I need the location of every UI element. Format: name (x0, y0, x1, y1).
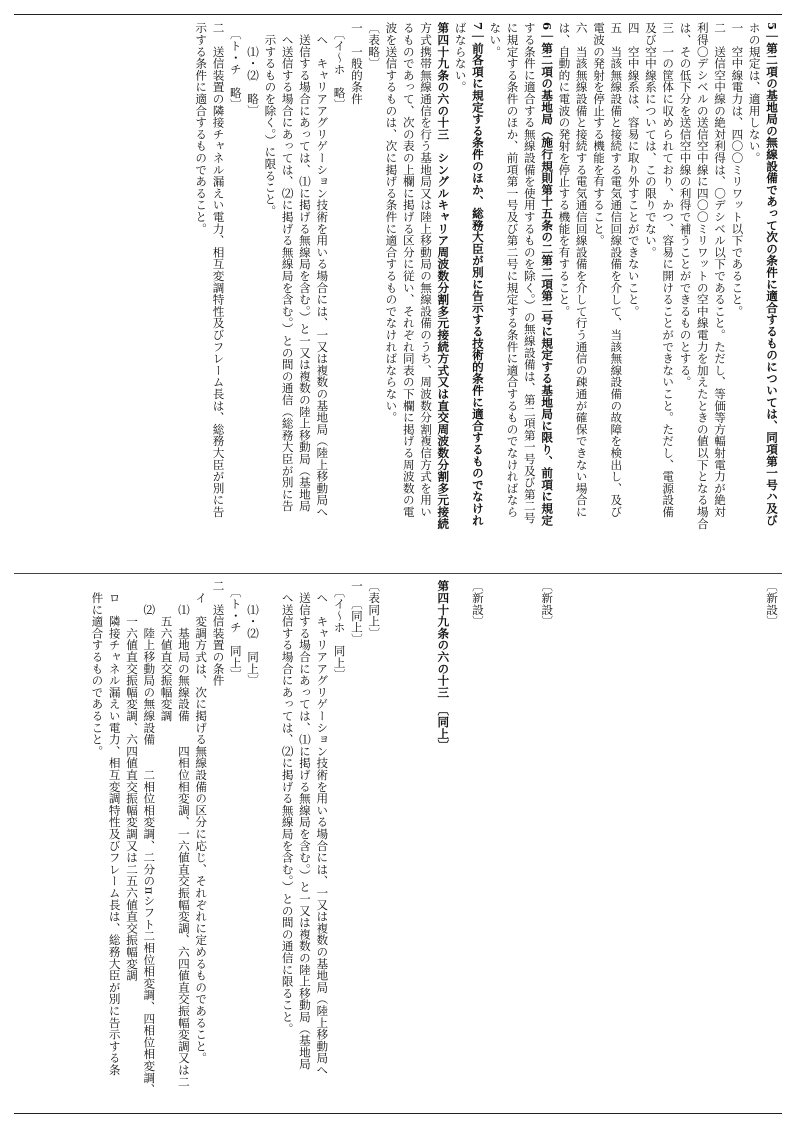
text-line: 〔新設〕 (540, 580, 555, 628)
text-line: 〔表同上〕 (367, 580, 382, 639)
text-line: へ送信する場合にあっては、⑵に掲げる無線局を含む。）との間の通信（総務大臣が別に告 (280, 22, 295, 512)
text-line: 件に適合するものであること。 (90, 580, 105, 757)
text-line (382, 580, 399, 1105)
text-line: ヘ キャリアアグリゲーション技術を用いる場合には、一又は複数の基地局（陸上移動局へ (315, 580, 330, 1076)
text-line: 二 送信空中線の絶対利得は、〇デシベル以下であること。ただし、等価等方輻射電力が絶対 (713, 22, 728, 518)
text-line: に規定する条件のほか、前項第一号及び第二号に規定する条件に適合するものでなければなら (505, 22, 520, 518)
text-line (607, 580, 624, 1105)
text-line: 〔新設〕 (765, 580, 779, 628)
text-line: 第四十九条の六の十三 シングルキャリア周波数分割多元接続方式又は直交周波数分割多元接続 (436, 22, 451, 530)
text-line (399, 580, 416, 1105)
section-divider (14, 573, 782, 574)
text-line: ない。 (488, 22, 503, 58)
text-line: ロ 隣接チャネル漏えい電力、相互変調特性及びフレーム長は、総務大臣が別に告示する条 (107, 580, 122, 1076)
text-line: 〔表略〕 (367, 22, 382, 70)
text-line (261, 580, 278, 1105)
text-line: は、その低下分を送信空中線の利得で補うことができるものとする。 (678, 22, 693, 388)
text-line: 三 一の筐体に収められており、かつ、容易に開けることができないこと。ただし、電源設備 (661, 22, 676, 518)
text-line (711, 580, 728, 1105)
revised-text-section (20, 22, 780, 567)
text-line: 示する条件に適合するものであること。 (194, 22, 209, 235)
text-line: 5｜第二項の基地局の無線設備であって次の条件に適合するものについては、同項第一号ハ及び (765, 22, 779, 526)
text-line: 〔イ～ホ 略〕 (332, 22, 347, 111)
text-line: ホの規定は、適用しない。 (747, 22, 762, 164)
current-text-column (88, 580, 780, 1105)
text-line: 六 当該無線設備と接続する電気通信回線設備を介して行う通信の疎通が確保できない場合に (574, 22, 589, 518)
text-line (486, 580, 503, 1105)
text-line: ⑴ 基地局の無線設備 四相位相変調、一六値直交振幅変調、六四値直交振幅変調又は二 (176, 580, 191, 1088)
text-line: ばならない。 (453, 22, 468, 93)
text-line: ヘ キャリアアグリゲーション技術を用いる場合には、一又は複数の基地局（陸上移動局へ (315, 22, 330, 518)
text-line: イ 変調方式は、次に掲げる無線設備の区分に応じ、それぞれに定めるものであること。 (194, 580, 209, 1064)
text-line: 〔イ～ホ 同上〕 (332, 580, 347, 681)
text-line: 及び空中線系については、この限りでない。 (643, 22, 658, 258)
text-line (624, 580, 641, 1105)
text-line: 〔新設〕 (470, 580, 485, 628)
text-line: 〔ト・チ 同上〕 (228, 580, 243, 681)
text-line (503, 580, 520, 1105)
text-line: 五 当該無線設備と接続する電気通信回線設備を介して、当該無線設備の故障を検出し、及び (609, 22, 624, 518)
text-line: 五六値直交振幅変調 (159, 580, 174, 722)
text-line: 波を送信するものは、次に掲げる条件に適合するものでなければならない。 (384, 22, 399, 424)
text-line (451, 580, 468, 1105)
text-line: 二 送信装置の隣接チャネル漏えい電力、相互変調特性及びフレーム長は、総務大臣が別に告 (211, 22, 226, 518)
text-line: ⑴・⑵ 同上〕 (246, 580, 261, 687)
text-line: 7｜前各項に規定する条件のほか、総務大臣が別に告示する技術的条件に適合するものでなけれ (470, 22, 485, 526)
text-line: 方式携帯無線通信を行う基地局又は陸上移動局の無線設備のうち、周波数分割複信方式を用い (419, 22, 434, 518)
text-line (417, 580, 434, 1105)
text-line: 〔ト・チ 略〕 (228, 22, 243, 111)
text-line: 第四十九条の六の十三 〔同上〕 (436, 580, 451, 752)
text-line: は、自動的に電波の発射を停止する機能を有すること。 (557, 22, 572, 317)
text-line: 一 一般的条件 (349, 22, 364, 105)
text-line (642, 580, 659, 1105)
text-line: 示するものを除く。）に限ること。 (263, 22, 278, 217)
text-line: 二 送信装置の条件 (211, 580, 226, 687)
text-line: 一 空中線電力は、四〇〇ミリワット以下であること。 (730, 22, 745, 317)
text-line (590, 580, 607, 1105)
text-line (728, 580, 745, 1105)
text-line (745, 580, 762, 1105)
text-line (572, 580, 589, 1105)
text-line (694, 580, 711, 1105)
text-line: 一六値直交振幅変調、六四値直交振幅変調又は二五六値直交振幅変調 (125, 580, 140, 982)
text-line: 電波の発射を停止する機能を有すること。 (592, 22, 607, 247)
text-line: ⑵ 陸上移動局の無線設備 二相位相変調、二分のπシフト二相位相変調、四相位相変調、 (142, 580, 157, 1096)
text-line: 一 〔同上〕 (349, 580, 364, 645)
text-line: する条件に適合する無線設備を使用するものを除く。）の無線設備は、第二項第一号及び第二号 (522, 22, 537, 524)
text-line: 送信する場合にあっては、⑴に掲げる無線局を含む。）と一又は複数の陸上移動局（基地局 (297, 22, 312, 512)
text-line: るものであって、次の表の上欄に掲げる区分に従い、それぞれ同表の下欄に掲げる周波数の電 (401, 22, 416, 518)
current-text-section (20, 580, 780, 1105)
text-line (521, 580, 538, 1105)
text-line (659, 580, 676, 1105)
text-line: 四 空中線系は、容易に取り外すことができないこと。 (626, 22, 641, 317)
text-line: 利得〇デシベルの送信空中線に四〇〇ミリワットの空中線電力を加えたときの値以下となる場合 (695, 22, 710, 530)
text-line: へ送信する場合にあっては、⑵に掲げる無線局を含む。）との間の通信に限ること。 (280, 580, 295, 1035)
text-line: ⑴・⑵ 略〕 (246, 22, 261, 117)
text-line: 6｜第二項の基地局（施行規則第十五条の二第二項第二号に規定する基地局に限り、前項に規定 (540, 22, 555, 526)
text-line (676, 580, 693, 1105)
revised-text-column (192, 22, 780, 567)
text-line (555, 580, 572, 1105)
text-line: 送信する場合にあっては、⑴に掲げる無線局を含む。）と一又は複数の陸上移動局（基地局 (297, 580, 312, 1070)
